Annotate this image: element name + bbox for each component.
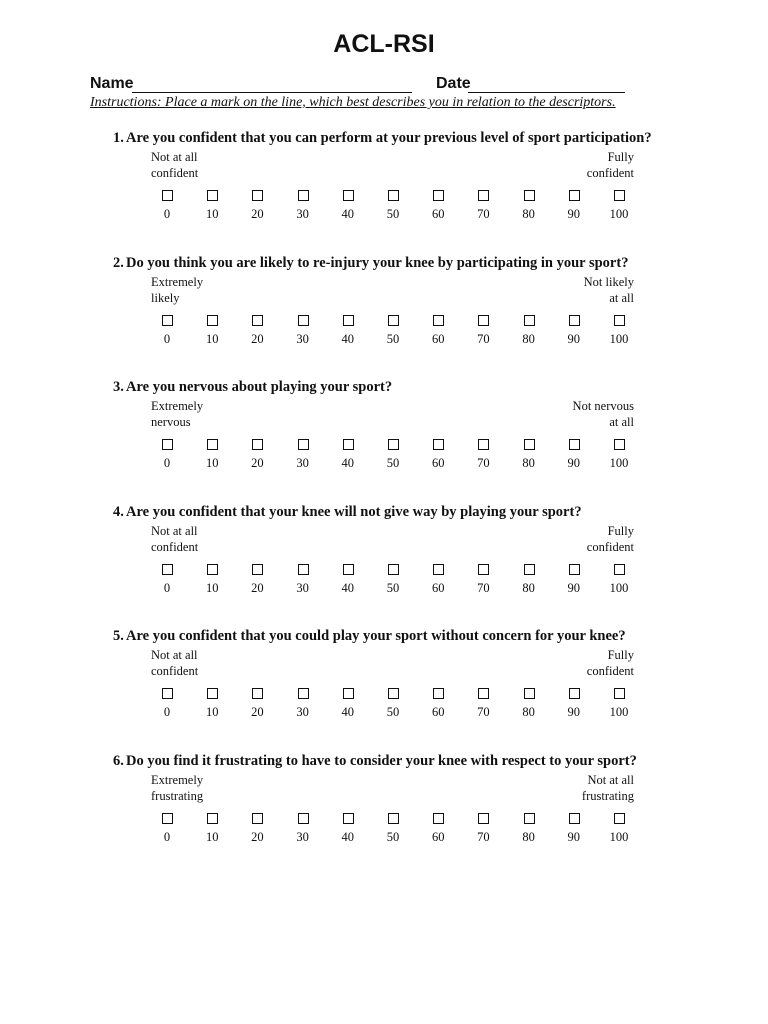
scale-value-label: 30	[296, 705, 309, 719]
scale-value-label: 100	[609, 207, 629, 221]
scale-value-label: 20	[251, 207, 264, 221]
rating-checkbox[interactable]	[298, 688, 309, 699]
rating-checkbox[interactable]	[614, 439, 625, 450]
name-field[interactable]	[132, 92, 412, 93]
scale-value-label: 0	[163, 456, 171, 470]
rating-checkbox[interactable]	[478, 564, 489, 575]
rating-checkbox[interactable]	[162, 688, 173, 699]
rating-checkbox[interactable]	[478, 688, 489, 699]
rating-checkbox[interactable]	[252, 564, 263, 575]
scale-value-label: 10	[205, 705, 219, 719]
rating-checkbox[interactable]	[343, 688, 354, 699]
rating-checkbox[interactable]	[162, 315, 173, 326]
right-anchor: Fully confident	[586, 648, 634, 678]
rating-scale	[0, 753, 768, 873]
rating-checkbox[interactable]	[478, 315, 489, 326]
rating-checkbox[interactable]	[207, 564, 218, 575]
rating-checkbox[interactable]	[433, 190, 444, 201]
rating-checkbox[interactable]	[298, 190, 309, 201]
rating-checkbox[interactable]	[162, 813, 173, 824]
scale-value-label: 10	[205, 207, 219, 221]
scale-value-label: 0	[163, 332, 171, 346]
rating-checkbox[interactable]	[569, 439, 580, 450]
question-text: Are you nervous about playing your sport?	[126, 379, 393, 395]
scale-value-label: 80	[522, 207, 535, 221]
page-title: ACL-RSI	[333, 30, 435, 58]
rating-checkbox[interactable]	[207, 439, 218, 450]
scale-value-label: 0	[163, 207, 171, 221]
scale-value-label: 50	[386, 332, 400, 346]
rating-scale	[0, 255, 768, 375]
scale-value-label: 60	[431, 456, 445, 470]
scale-value-label: 90	[567, 332, 581, 346]
rating-checkbox[interactable]	[162, 439, 173, 450]
rating-checkbox[interactable]	[614, 564, 625, 575]
scale-value-label: 100	[609, 456, 629, 470]
rating-checkbox[interactable]	[433, 315, 444, 326]
rating-checkbox[interactable]	[343, 190, 354, 201]
question-text: Are you confident that your knee will not give way by playing your sport?	[126, 504, 582, 520]
rating-checkbox[interactable]	[252, 688, 263, 699]
rating-checkbox[interactable]	[388, 564, 399, 575]
scale-value-label: 90	[567, 705, 581, 719]
left-anchor: Not at all confident	[151, 150, 199, 180]
scale-value-label: 40	[341, 207, 355, 221]
scale-value-label: 40	[341, 830, 355, 844]
scale-value-label: 70	[477, 705, 490, 719]
scale-value-label: 60	[431, 581, 445, 595]
scale-value-label: 50	[386, 705, 400, 719]
scale-value-label: 80	[522, 705, 535, 719]
scale-value-label: 10	[205, 456, 219, 470]
scale-value-label: 0	[163, 705, 171, 719]
rating-checkbox[interactable]	[433, 439, 444, 450]
scale-value-label: 100	[609, 705, 629, 719]
left-anchor: Extremely nervous	[151, 399, 204, 429]
question-5	[0, 628, 768, 748]
rating-scale	[0, 504, 768, 624]
scale-value-label: 100	[609, 581, 629, 595]
name-label: Name	[90, 75, 134, 92]
left-anchor: Extremely frustrating	[151, 773, 204, 803]
scale-value-label: 90	[567, 830, 581, 844]
rating-checkbox[interactable]	[388, 813, 399, 824]
rating-checkbox[interactable]	[343, 564, 354, 575]
scale-value-label: 20	[251, 581, 264, 595]
scale-value-label: 20	[251, 830, 264, 844]
date-label: Date	[436, 75, 471, 92]
rating-checkbox[interactable]	[478, 813, 489, 824]
scale-value-label: 90	[567, 456, 581, 470]
scale-value-label: 20	[251, 456, 264, 470]
right-anchor: Fully confident	[586, 524, 634, 554]
rating-checkbox[interactable]	[478, 190, 489, 201]
rating-checkbox[interactable]	[207, 688, 218, 699]
scale-value-label: 80	[522, 581, 535, 595]
rating-checkbox[interactable]	[569, 190, 580, 201]
scale-value-label: 30	[296, 332, 309, 346]
rating-checkbox[interactable]	[207, 813, 218, 824]
rating-scale	[0, 628, 768, 748]
scale-value-label: 70	[477, 830, 490, 844]
question-text: Are you confident that you can perform at your previous level of sport participation?	[126, 130, 652, 146]
scale-value-label: 20	[251, 332, 264, 346]
instructions: Instructions: Place a mark on the line, which best describes you in relation to the descriptors.	[90, 95, 616, 110]
rating-checkbox[interactable]	[343, 439, 354, 450]
question-1	[0, 130, 768, 250]
scale-value-label: 30	[296, 581, 309, 595]
rating-checkbox[interactable]	[524, 813, 535, 824]
scale-value-label: 80	[522, 332, 535, 346]
rating-checkbox[interactable]	[614, 688, 625, 699]
question-text: Do you find it frustrating to have to consider your knee with respect to your sport?	[126, 753, 637, 769]
rating-checkbox[interactable]	[298, 439, 309, 450]
right-anchor: Not nervous at all	[572, 399, 634, 429]
scale-value-label: 60	[431, 830, 445, 844]
scale-value-label: 60	[431, 207, 445, 221]
question-number: 5.	[113, 628, 124, 644]
scale-value-label: 40	[341, 456, 355, 470]
scale-value-label: 10	[205, 332, 219, 346]
left-anchor: Extremely likely	[151, 275, 204, 305]
scale-value-label: 70	[477, 581, 490, 595]
scale-value-label: 100	[609, 332, 629, 346]
question-number: 4.	[113, 504, 124, 520]
rating-checkbox[interactable]	[388, 439, 399, 450]
rating-checkbox[interactable]	[298, 315, 309, 326]
date-field[interactable]	[468, 92, 625, 93]
scale-value-label: 40	[341, 581, 355, 595]
scale-value-label: 50	[386, 581, 400, 595]
question-number: 1.	[113, 130, 124, 146]
rating-checkbox[interactable]	[478, 439, 489, 450]
rating-checkbox[interactable]	[433, 813, 444, 824]
right-anchor: Fully confident	[586, 150, 634, 180]
scale-value-label: 60	[431, 705, 445, 719]
rating-checkbox[interactable]	[298, 813, 309, 824]
scale-value-label: 70	[477, 456, 490, 470]
rating-checkbox[interactable]	[207, 315, 218, 326]
rating-checkbox[interactable]	[614, 813, 625, 824]
scale-value-label: 50	[386, 207, 400, 221]
scale-value-label: 30	[296, 207, 309, 221]
rating-checkbox[interactable]	[343, 813, 354, 824]
rating-checkbox[interactable]	[614, 315, 625, 326]
rating-checkbox[interactable]	[433, 564, 444, 575]
rating-checkbox[interactable]	[252, 439, 263, 450]
rating-checkbox[interactable]	[388, 190, 399, 201]
question-6	[0, 753, 768, 873]
scale-value-label: 60	[431, 332, 445, 346]
question-3	[0, 379, 768, 499]
scale-value-label: 40	[341, 705, 355, 719]
rating-checkbox[interactable]	[207, 190, 218, 201]
question-number: 2.	[113, 255, 124, 271]
question-number: 6.	[113, 753, 124, 769]
scale-value-label: 10	[205, 581, 219, 595]
rating-checkbox[interactable]	[162, 190, 173, 201]
rating-checkbox[interactable]	[433, 688, 444, 699]
question-2	[0, 255, 768, 375]
rating-checkbox[interactable]	[569, 688, 580, 699]
scale-value-label: 30	[296, 456, 309, 470]
rating-checkbox[interactable]	[343, 315, 354, 326]
rating-checkbox[interactable]	[252, 813, 263, 824]
rating-checkbox[interactable]	[524, 190, 535, 201]
rating-checkbox[interactable]	[388, 315, 399, 326]
question-number: 3.	[113, 379, 124, 395]
question-text: Do you think you are likely to re-injury your knee by participating in your sport?	[126, 255, 629, 271]
rating-checkbox[interactable]	[252, 315, 263, 326]
scale-value-label: 70	[477, 332, 490, 346]
scale-value-label: 80	[522, 830, 535, 844]
right-anchor: Not likely at all	[583, 275, 634, 305]
rating-checkbox[interactable]	[524, 688, 535, 699]
rating-scale	[0, 130, 768, 250]
question-4	[0, 504, 768, 624]
scale-value-label: 50	[386, 830, 400, 844]
rating-checkbox[interactable]	[388, 688, 399, 699]
rating-checkbox[interactable]	[569, 564, 580, 575]
scale-value-label: 0	[163, 581, 171, 595]
question-text: Are you confident that you could play your sport without concern for your knee?	[126, 628, 626, 644]
left-anchor: Not at all confident	[151, 648, 199, 678]
right-anchor: Not at all frustrating	[581, 773, 634, 803]
scale-value-label: 90	[567, 207, 581, 221]
rating-checkbox[interactable]	[614, 190, 625, 201]
rating-scale	[0, 379, 768, 499]
scale-value-label: 50	[386, 456, 400, 470]
scale-value-label: 80	[522, 456, 535, 470]
rating-checkbox[interactable]	[298, 564, 309, 575]
scale-value-label: 40	[341, 332, 355, 346]
left-anchor: Not at all confident	[151, 524, 199, 554]
scale-value-label: 20	[251, 705, 264, 719]
rating-checkbox[interactable]	[524, 439, 535, 450]
scale-value-label: 0	[163, 830, 171, 844]
rating-checkbox[interactable]	[569, 813, 580, 824]
scale-value-label: 90	[567, 581, 581, 595]
rating-checkbox[interactable]	[569, 315, 580, 326]
rating-checkbox[interactable]	[252, 190, 263, 201]
scale-value-label: 100	[609, 830, 629, 844]
rating-checkbox[interactable]	[524, 315, 535, 326]
scale-value-label: 30	[296, 830, 309, 844]
rating-checkbox[interactable]	[162, 564, 173, 575]
scale-value-label: 70	[477, 207, 490, 221]
rating-checkbox[interactable]	[524, 564, 535, 575]
scale-value-label: 10	[205, 830, 219, 844]
